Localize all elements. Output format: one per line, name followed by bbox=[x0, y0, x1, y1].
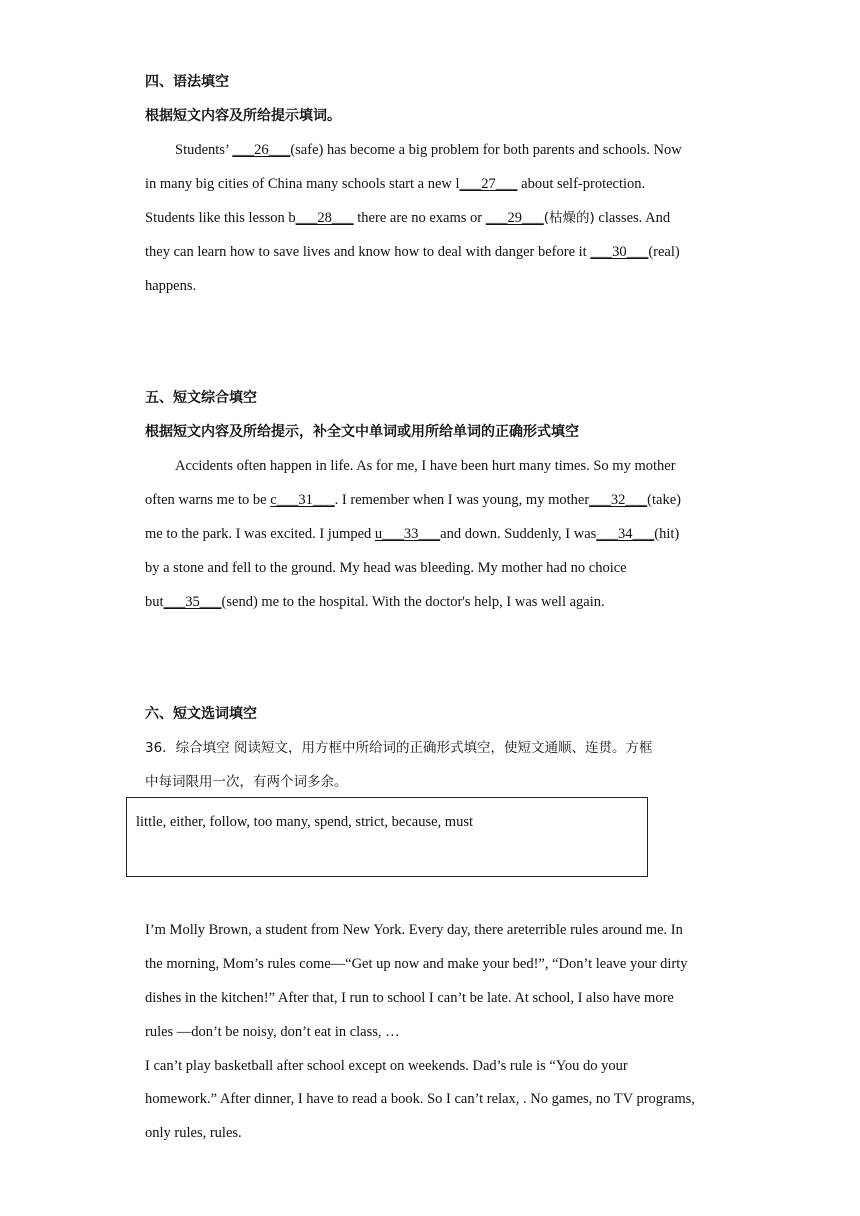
section-4-instruction: 根据短文内容及所给提示填词。 bbox=[145, 108, 341, 124]
word-box bbox=[126, 797, 648, 877]
blank-34[interactable]: ___34___ bbox=[596, 526, 655, 542]
text: often warns me to be bbox=[145, 492, 271, 508]
blank-28[interactable]: ___28___ bbox=[295, 210, 354, 226]
section-4-heading: 四、语法填空 bbox=[145, 74, 229, 90]
sec6-paragraph-line-1: I’m Molly Brown, a student from New York. Every day, there areterrible rules around me. In bbox=[145, 922, 683, 938]
text: they can learn how to save lives and know how to deal with danger before it bbox=[145, 244, 591, 260]
word-box-words: little, either, follow, too many, spend, strict, because, must bbox=[136, 814, 474, 830]
text: and down. Suddenly, I was bbox=[440, 526, 597, 542]
blank-26[interactable]: ___26___ bbox=[232, 142, 291, 158]
blank-27[interactable]: ___27___ bbox=[459, 176, 518, 192]
text: (take) bbox=[647, 492, 681, 508]
text: Students like this lesson b bbox=[145, 210, 296, 226]
text: about self-protection. bbox=[517, 176, 646, 192]
sec4-text-line-4 bbox=[145, 242, 680, 262]
sec6-paragraph-line-5: I can’t play basketball after school except on weekends. Dad’s rule is “You do your bbox=[145, 1058, 628, 1074]
text: there are no exams or bbox=[353, 210, 486, 226]
sec5-text-line-2 bbox=[145, 490, 681, 510]
sec5-text-line-4: by a stone and fell to the ground. My head was bleeding. My mother had no choice bbox=[145, 560, 627, 576]
text: in many big cities of China many schools start a new l bbox=[145, 176, 460, 192]
section-5-instruction: 根据短文内容及所给提示，补全文中单词或用所给单词的正确形式填空 bbox=[145, 424, 579, 440]
sec6-paragraph-line-6: homework.” After dinner, I have to read a book. So I can’t relax, . No games, no TV programs, bbox=[145, 1091, 695, 1107]
sec6-paragraph-line-7: only rules, rules. bbox=[145, 1125, 242, 1141]
text: Students’ bbox=[175, 142, 233, 158]
text: (real) bbox=[648, 244, 680, 260]
blank-30[interactable]: ___30___ bbox=[590, 244, 649, 260]
text: . I remember when I was young, my mother bbox=[334, 492, 590, 508]
section-5-heading: 五、短文综合填空 bbox=[145, 390, 257, 406]
text: but bbox=[145, 594, 164, 610]
text: (hit) bbox=[654, 526, 680, 542]
blank-29[interactable]: ___29___ bbox=[485, 210, 544, 226]
blank-32[interactable]: ___32___ bbox=[589, 492, 648, 508]
text: (send) me to the hospital. With the doctor's help, I was well again. bbox=[221, 594, 605, 610]
question-36-line-2: 中每词限用一次，有两个词多余。 bbox=[145, 774, 348, 790]
sec6-paragraph-line-2: the morning, Mom’s rules come—“Get up now and make your bed!”, “Don’t leave your dirty bbox=[145, 956, 688, 972]
sec4-text-line-5: happens. bbox=[145, 278, 197, 294]
sec5-text-line-3 bbox=[145, 524, 679, 544]
blank-33[interactable]: u___33___ bbox=[374, 526, 441, 542]
section-6-heading: 六、短文选词填空 bbox=[145, 706, 257, 722]
chinese-hint: (枯燥的) bbox=[543, 210, 595, 226]
text: me to the park. I was excited. I jumped bbox=[145, 526, 375, 542]
sec4-text-line-3 bbox=[145, 208, 670, 228]
text: classes. And bbox=[594, 210, 671, 226]
sec6-paragraph-line-4: rules —don’t be noisy, don’t eat in class, … bbox=[145, 1024, 400, 1040]
sec5-text-line-1: Accidents often happen in life. As for me, I have been hurt many times. So my mother bbox=[175, 458, 676, 474]
blank-31[interactable]: c___31___ bbox=[270, 492, 335, 508]
sec5-text-line-5 bbox=[145, 592, 605, 612]
text: (safe) has become a big problem for both parents and schools. Now bbox=[290, 142, 682, 158]
blank-35[interactable]: ___35___ bbox=[163, 594, 222, 610]
sec4-text-line-2 bbox=[145, 174, 645, 194]
sec6-paragraph-line-3: dishes in the kitchen!” After that, I run to school I can’t be late. At school, I also have more bbox=[145, 990, 674, 1006]
sec4-text-line-1 bbox=[175, 140, 682, 160]
question-36-line-1: 36．综合填空 阅读短文，用方框中所给词的正确形式填空，使短文通顺、连贯。方框 bbox=[145, 740, 653, 756]
